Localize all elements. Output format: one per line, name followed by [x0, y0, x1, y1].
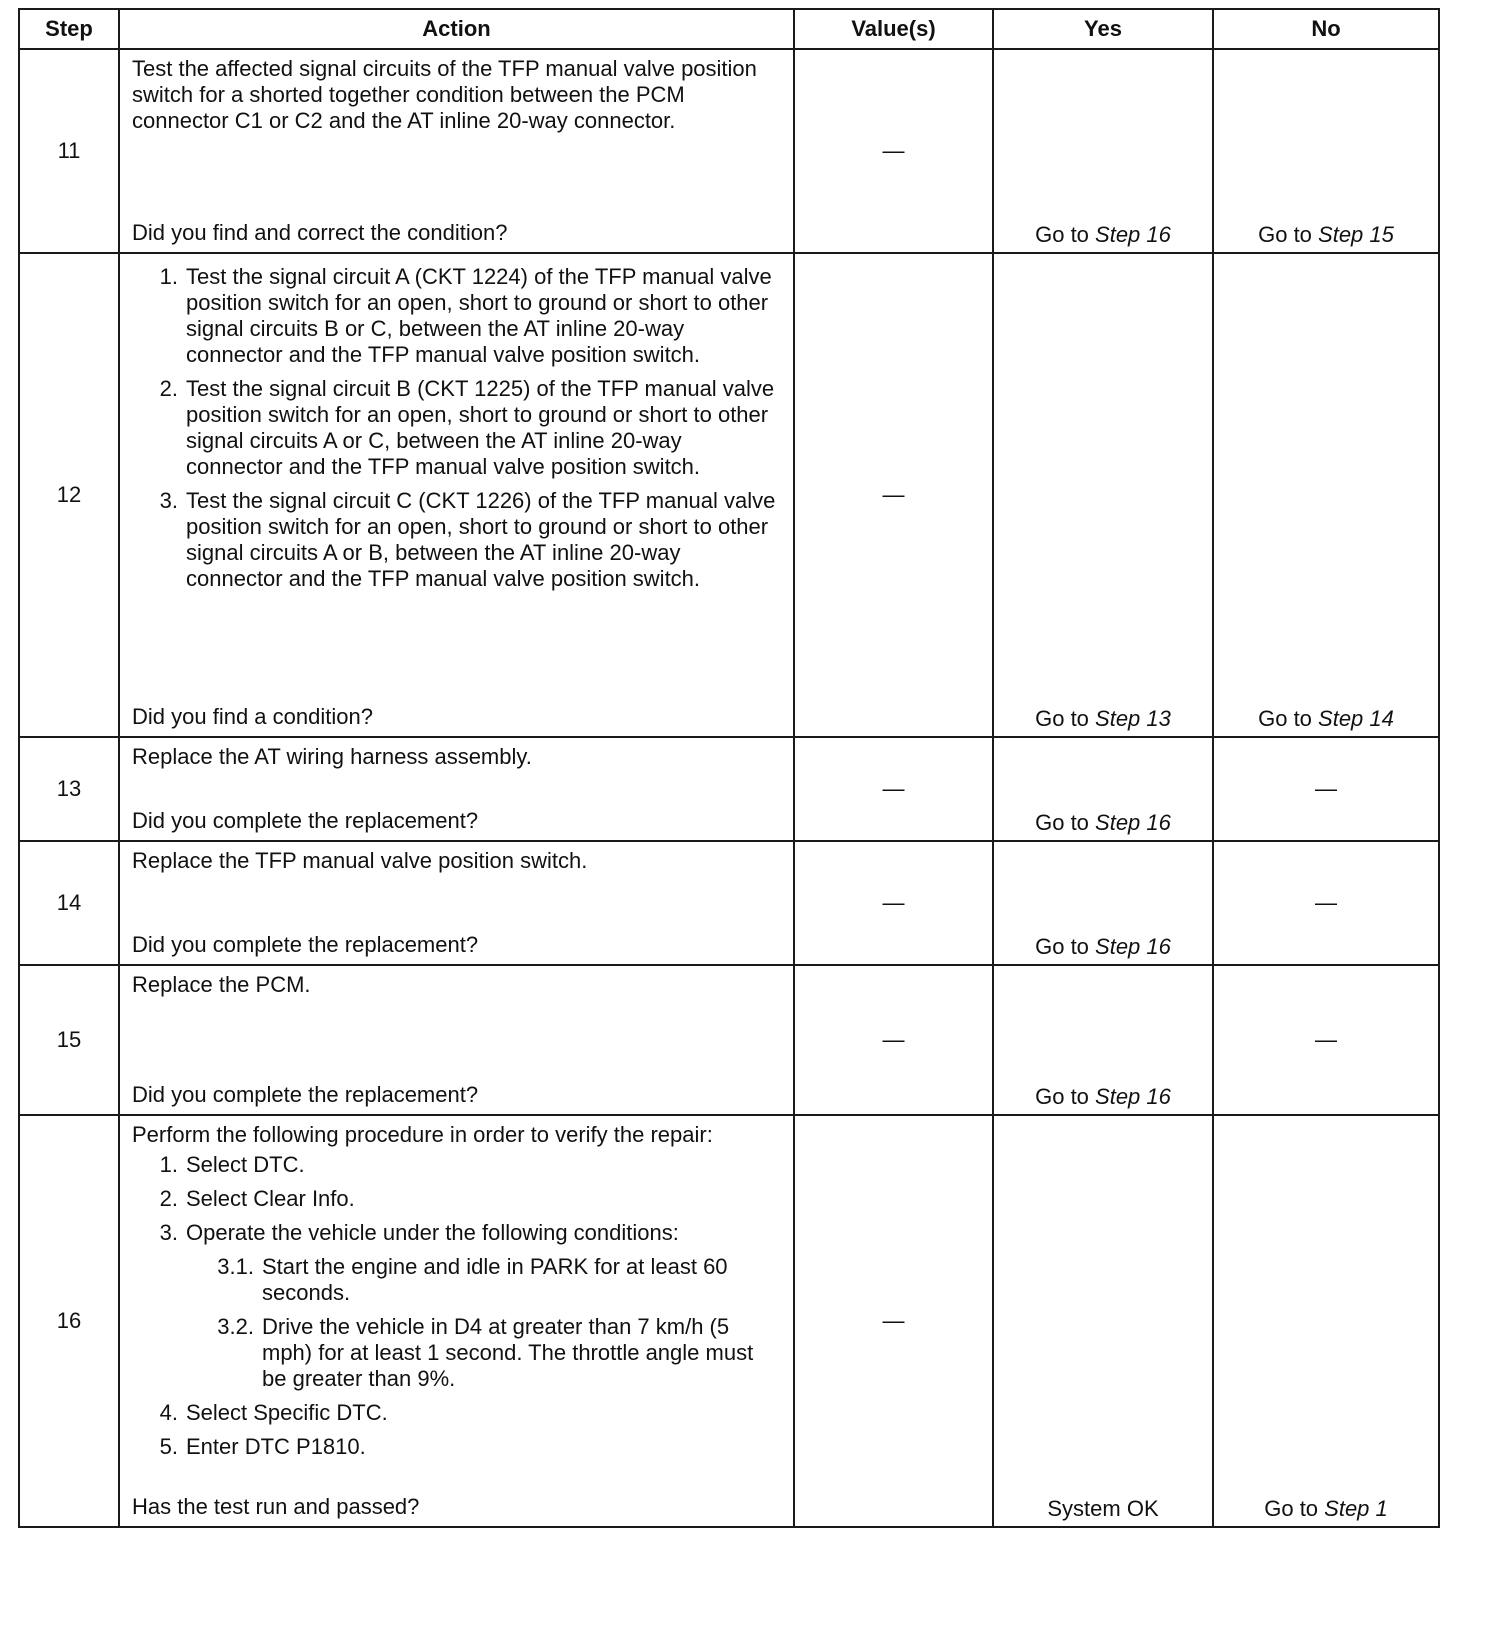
no-cell: —: [1213, 965, 1439, 1115]
no-cell: [1213, 49, 1439, 253]
table-row-step-14: [19, 841, 1439, 965]
diagnostic-table: [18, 8, 1440, 1528]
list-item: 1. Select DTC.: [159, 1152, 305, 1177]
action-sublist: [132, 1254, 781, 1392]
action-cell: [119, 253, 794, 737]
action-cell: [119, 737, 794, 841]
no-step-link[interactable]: Step 14: [1318, 706, 1394, 731]
list-item: 3. Test the signal circuit C (CKT 1226) of the TFP manual valve position switch for an open, short to ground or short to other signal circuits A or B, between the AT inline 20-way connector and the TFP manual valve position switch.: [159, 488, 776, 591]
table-row-step-16: [19, 1115, 1439, 1527]
list-item: 1. Test the signal circuit A (CKT 1224) of the TFP manual valve position switch for an open, short to ground or short to other signal circuits B or C, between the AT inline 20-way connector and the TFP manual valve position switch.: [159, 264, 772, 367]
yes-step-link[interactable]: Step 16: [1095, 1084, 1171, 1109]
step-number: 12: [19, 253, 119, 737]
header-action: Action: [119, 9, 794, 49]
sublist-item: 3.2. Drive the vehicle in D4 at greater than 7 km/h (5 mph) for at least 1 second. The throttle angle must be greater than 9%.: [217, 1314, 754, 1391]
action-question: Did you complete the replacement?: [132, 932, 479, 957]
header-yes: Yes: [993, 9, 1213, 49]
yes-cell: [993, 737, 1213, 841]
table-row-step-13: [19, 737, 1439, 841]
value-cell: —: [794, 841, 993, 965]
action-text: Perform the following procedure in order to verify the repair:: [132, 1122, 713, 1147]
sublist-item: 3.1. Start the engine and idle in PARK for at least 60 seconds.: [217, 1254, 728, 1305]
action-question: Did you complete the replacement?: [132, 808, 479, 833]
header-step: Step: [19, 9, 119, 49]
yes-prefix: Go to: [1035, 706, 1096, 731]
yes-result: System OK: [1047, 1496, 1159, 1521]
no-prefix: Go to: [1258, 706, 1319, 731]
step-number: 16: [19, 1115, 119, 1527]
header-row: [19, 9, 1439, 49]
action-question: Did you complete the replacement?: [132, 1082, 479, 1107]
no-step-link[interactable]: Step 15: [1318, 222, 1394, 247]
action-cell: [119, 49, 794, 253]
yes-cell: [993, 841, 1213, 965]
list-item: 3. Operate the vehicle under the following conditions:: [159, 1220, 679, 1245]
no-cell: [1213, 253, 1439, 737]
list-item: 2. Select Clear Info.: [159, 1186, 355, 1211]
yes-prefix: Go to: [1035, 810, 1096, 835]
action-cell: [119, 1115, 794, 1527]
yes-cell: [993, 965, 1213, 1115]
yes-step-link[interactable]: Step 16: [1095, 222, 1171, 247]
step-number: 13: [19, 737, 119, 841]
step-number: 15: [19, 965, 119, 1115]
value-cell: —: [794, 49, 993, 253]
action-question: Did you find a condition?: [132, 704, 373, 729]
yes-step-link[interactable]: Step 13: [1095, 706, 1171, 731]
action-text: Replace the TFP manual valve position switch.: [132, 848, 588, 873]
no-step-link[interactable]: Step 1: [1324, 1496, 1388, 1521]
diagnostic-table-container: [18, 8, 1440, 1528]
table-row-step-11: [19, 49, 1439, 253]
action-list-continued: [132, 1400, 781, 1460]
header-values: Value(s): [794, 9, 993, 49]
no-cell: —: [1213, 737, 1439, 841]
value-cell: —: [794, 965, 993, 1115]
action-text: Replace the PCM.: [132, 972, 311, 997]
no-prefix: Go to: [1258, 222, 1319, 247]
yes-step-link[interactable]: Step 16: [1095, 934, 1171, 959]
value-cell: —: [794, 253, 993, 737]
action-question: Has the test run and passed?: [132, 1494, 420, 1519]
list-item: 5. Enter DTC P1810.: [159, 1434, 366, 1459]
table-row-step-12: [19, 253, 1439, 737]
step-number: 11: [19, 49, 119, 253]
step-number: 14: [19, 841, 119, 965]
yes-prefix: Go to: [1035, 222, 1096, 247]
action-list: [132, 264, 781, 600]
yes-prefix: Go to: [1035, 1084, 1096, 1109]
no-cell: —: [1213, 841, 1439, 965]
action-text: Test the affected signal circuits of the TFP manual valve position switch for a shorted together condition between the PCM connector C1 or C2 and the AT inline 20-way connector.: [132, 56, 757, 133]
value-cell: —: [794, 1115, 993, 1527]
header-no: No: [1213, 9, 1439, 49]
yes-step-link[interactable]: Step 16: [1095, 810, 1171, 835]
action-cell: [119, 965, 794, 1115]
action-text: Replace the AT wiring harness assembly.: [132, 744, 532, 769]
action-cell: [119, 841, 794, 965]
yes-cell: [993, 49, 1213, 253]
list-item: 4. Select Specific DTC.: [159, 1400, 388, 1425]
list-item: 2. Test the signal circuit B (CKT 1225) of the TFP manual valve position switch for an open, short to ground or short to other signal circuits A or C, between the AT inline 20-way connector and the TFP manual valve position switch.: [159, 376, 775, 479]
yes-prefix: Go to: [1035, 934, 1096, 959]
no-prefix: Go to: [1264, 1496, 1325, 1521]
value-cell: —: [794, 737, 993, 841]
action-list: [132, 1152, 781, 1246]
action-question: Did you find and correct the condition?: [132, 220, 508, 245]
table-row-step-15: [19, 965, 1439, 1115]
yes-cell: [993, 253, 1213, 737]
yes-cell: [993, 1115, 1213, 1527]
no-cell: [1213, 1115, 1439, 1527]
